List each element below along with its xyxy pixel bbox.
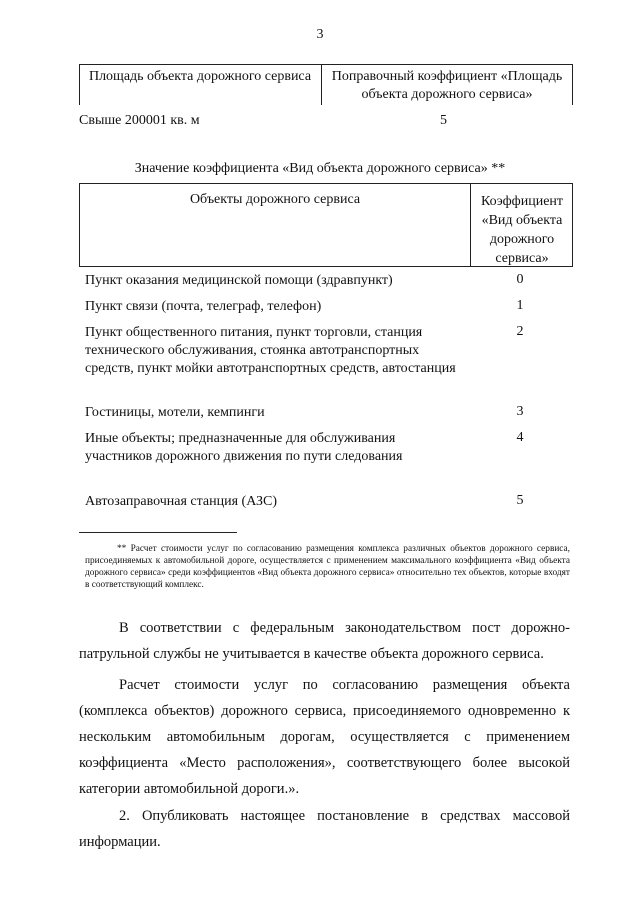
object-row-value: 3	[516, 404, 524, 419]
object-row-value: 4	[516, 430, 524, 445]
area-row-label: Свыше 200001 кв. м	[79, 113, 200, 128]
object-row-label: Гостиницы, мотели, кемпинги	[85, 405, 265, 420]
paragraph: Расчет стоимости услуг по согласованию размещения объекта (комплекса объектов) дорожного сервиса, присоединяемого одновременно к нескольким автомобильным дорогам, осуществляется с применением коэффициента «Место расположения», соответствующего более высокой категории автомобильной дороги.».	[79, 677, 570, 797]
object-row-label: Автозаправочная станция (АЗС)	[85, 494, 277, 509]
object-row-value: 2	[516, 324, 524, 339]
page-number: 3	[316, 27, 324, 42]
footnote-divider	[79, 532, 237, 533]
paragraph: 2. Опубликовать настоящее постановление в средствах массовой информации.	[79, 808, 570, 850]
object-row-label: Иные объекты; предназначенные для обслуживания участников дорожного движения по пути следования	[85, 431, 403, 464]
object-row-value: 1	[516, 298, 524, 313]
object-row-label: Пункт оказания медицинской помощи (здравпункт)	[85, 273, 393, 288]
object-row-value: 5	[516, 493, 524, 508]
coefficient-header: Коэффициент «Вид объекта дорожного сервиса»	[480, 194, 564, 266]
area-coefficient-header: Поправочный коэффициент «Площадь объекта дорожного сервиса»	[331, 69, 563, 102]
object-row-label: Пункт общественного питания, пункт торговли, станция технического обслуживания, стоянка автотранспортных средств, пункт мойки автотранспортных средств, автостанция	[85, 325, 456, 376]
area-header: Площадь объекта дорожного сервиса	[88, 69, 312, 84]
area-row-value: 5	[440, 113, 447, 128]
area-table	[79, 64, 573, 105]
type-table-title: Значение коэффициента «Вид объекта дорожного сервиса» **	[134, 161, 506, 176]
paragraph: В соответствии с федеральным законодательством пост дорожно-патрульной службы не учитывается в качестве объекта дорожного сервиса.	[79, 620, 570, 662]
object-row-value: 0	[516, 272, 524, 287]
object-row-label: Пункт связи (почта, телеграф, телефон)	[85, 299, 322, 314]
footnote: ** Расчет стоимости услуг по согласованию размещения комплекса различных объектов дорожного сервиса, присоединяемых к автомобильной дороге, осуществляется с применением максимального коэффициента «Вид объекта дорожного сервиса» среди коэффициентов «Вид объекта дорожного сервиса» относительно тех объектов, которые входят в соответствующий комплекс.	[85, 544, 570, 590]
objects-header: Объекты дорожного сервиса	[189, 192, 361, 207]
type-table-header	[79, 183, 573, 267]
